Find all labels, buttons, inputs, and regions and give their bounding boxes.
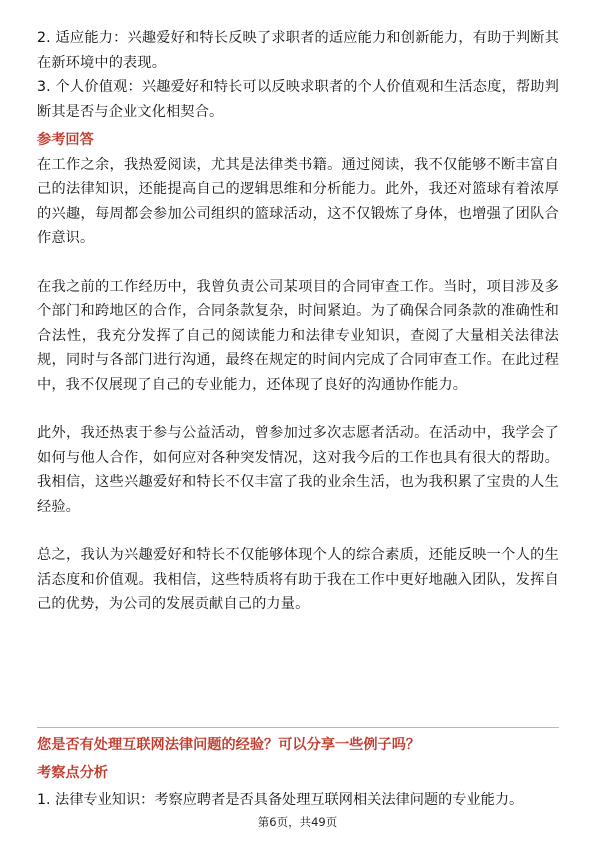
spacer	[37, 519, 559, 543]
point-adaptability: 2. 适应能力：兴趣爱好和特长反映了求职者的适应能力和创新能力，有助于判断其在新环境中的表现。	[37, 30, 559, 71]
spacer	[37, 397, 559, 421]
next-question-heading: 您是否有处理互联网法律问题的经验？可以分享一些例子吗？	[37, 737, 421, 753]
reference-answer-heading: 参考回答	[37, 132, 94, 148]
section-divider	[37, 727, 559, 728]
document-body	[37, 26, 559, 617]
analysis-heading: 考察点分析	[37, 765, 108, 781]
analysis-item-1: 1. 法律专业知识：考察应聘者是否具备处理互联网相关法律问题的专业能力。	[37, 792, 524, 808]
answer-paragraph-4: 总之，我认为兴趣爱好和特长不仅能够体现个人的综合素质，还能反映一个人的生活态度和价值观。我相信，这些特质将有助于我在工作中更好地融入团队，发挥自己的优势，为公司的发展贡献自己的力量。	[37, 547, 559, 612]
answer-paragraph-2: 在我之前的工作经历中，我曾负责公司某项目的合同审查工作。当时，项目涉及多个部门和跨地区的合作，合同条款复杂，时间紧迫。为了确保合同条款的准确性和合法性，我充分发挥了自己的阅读能力和法律专业知识，查阅了大量相关法律法规，同时与各部门进行沟通，最终在规定的时间内完成了合同审查工作。在此过程中，我不仅展现了自己的专业能力，还体现了良好的沟通协作能力。	[37, 278, 559, 393]
page-number: 第6页，共49页	[257, 815, 338, 829]
spacer	[37, 251, 559, 275]
answer-paragraph-3: 此外，我还热衷于参与公益活动，曾参加过多次志愿者活动。在活动中，我学会了如何与他人合作，如何应对各种突发情况，这对我今后的工作也具有很大的帮助。我相信，这些兴趣爱好和特长不仅丰富了我的业余生活，也为我积累了宝贵的人生经验。	[37, 425, 559, 515]
answer-paragraph-1: 在工作之余，我热爱阅读，尤其是法律类书籍。通过阅读，我不仅能够不断丰富自己的法律知识，还能提高自己的逻辑思维和分析能力。此外，我还对篮球有着浓厚的兴趣，每周都会参加公司组织的篮球活动，这不仅锻炼了身体，也增强了团队合作意识。	[37, 156, 559, 246]
point-values: 3. 个人价值观：兴趣爱好和特长可以反映求职者的个人价值观和生活态度，帮助判断其是否与企业文化相契合。	[37, 79, 559, 120]
